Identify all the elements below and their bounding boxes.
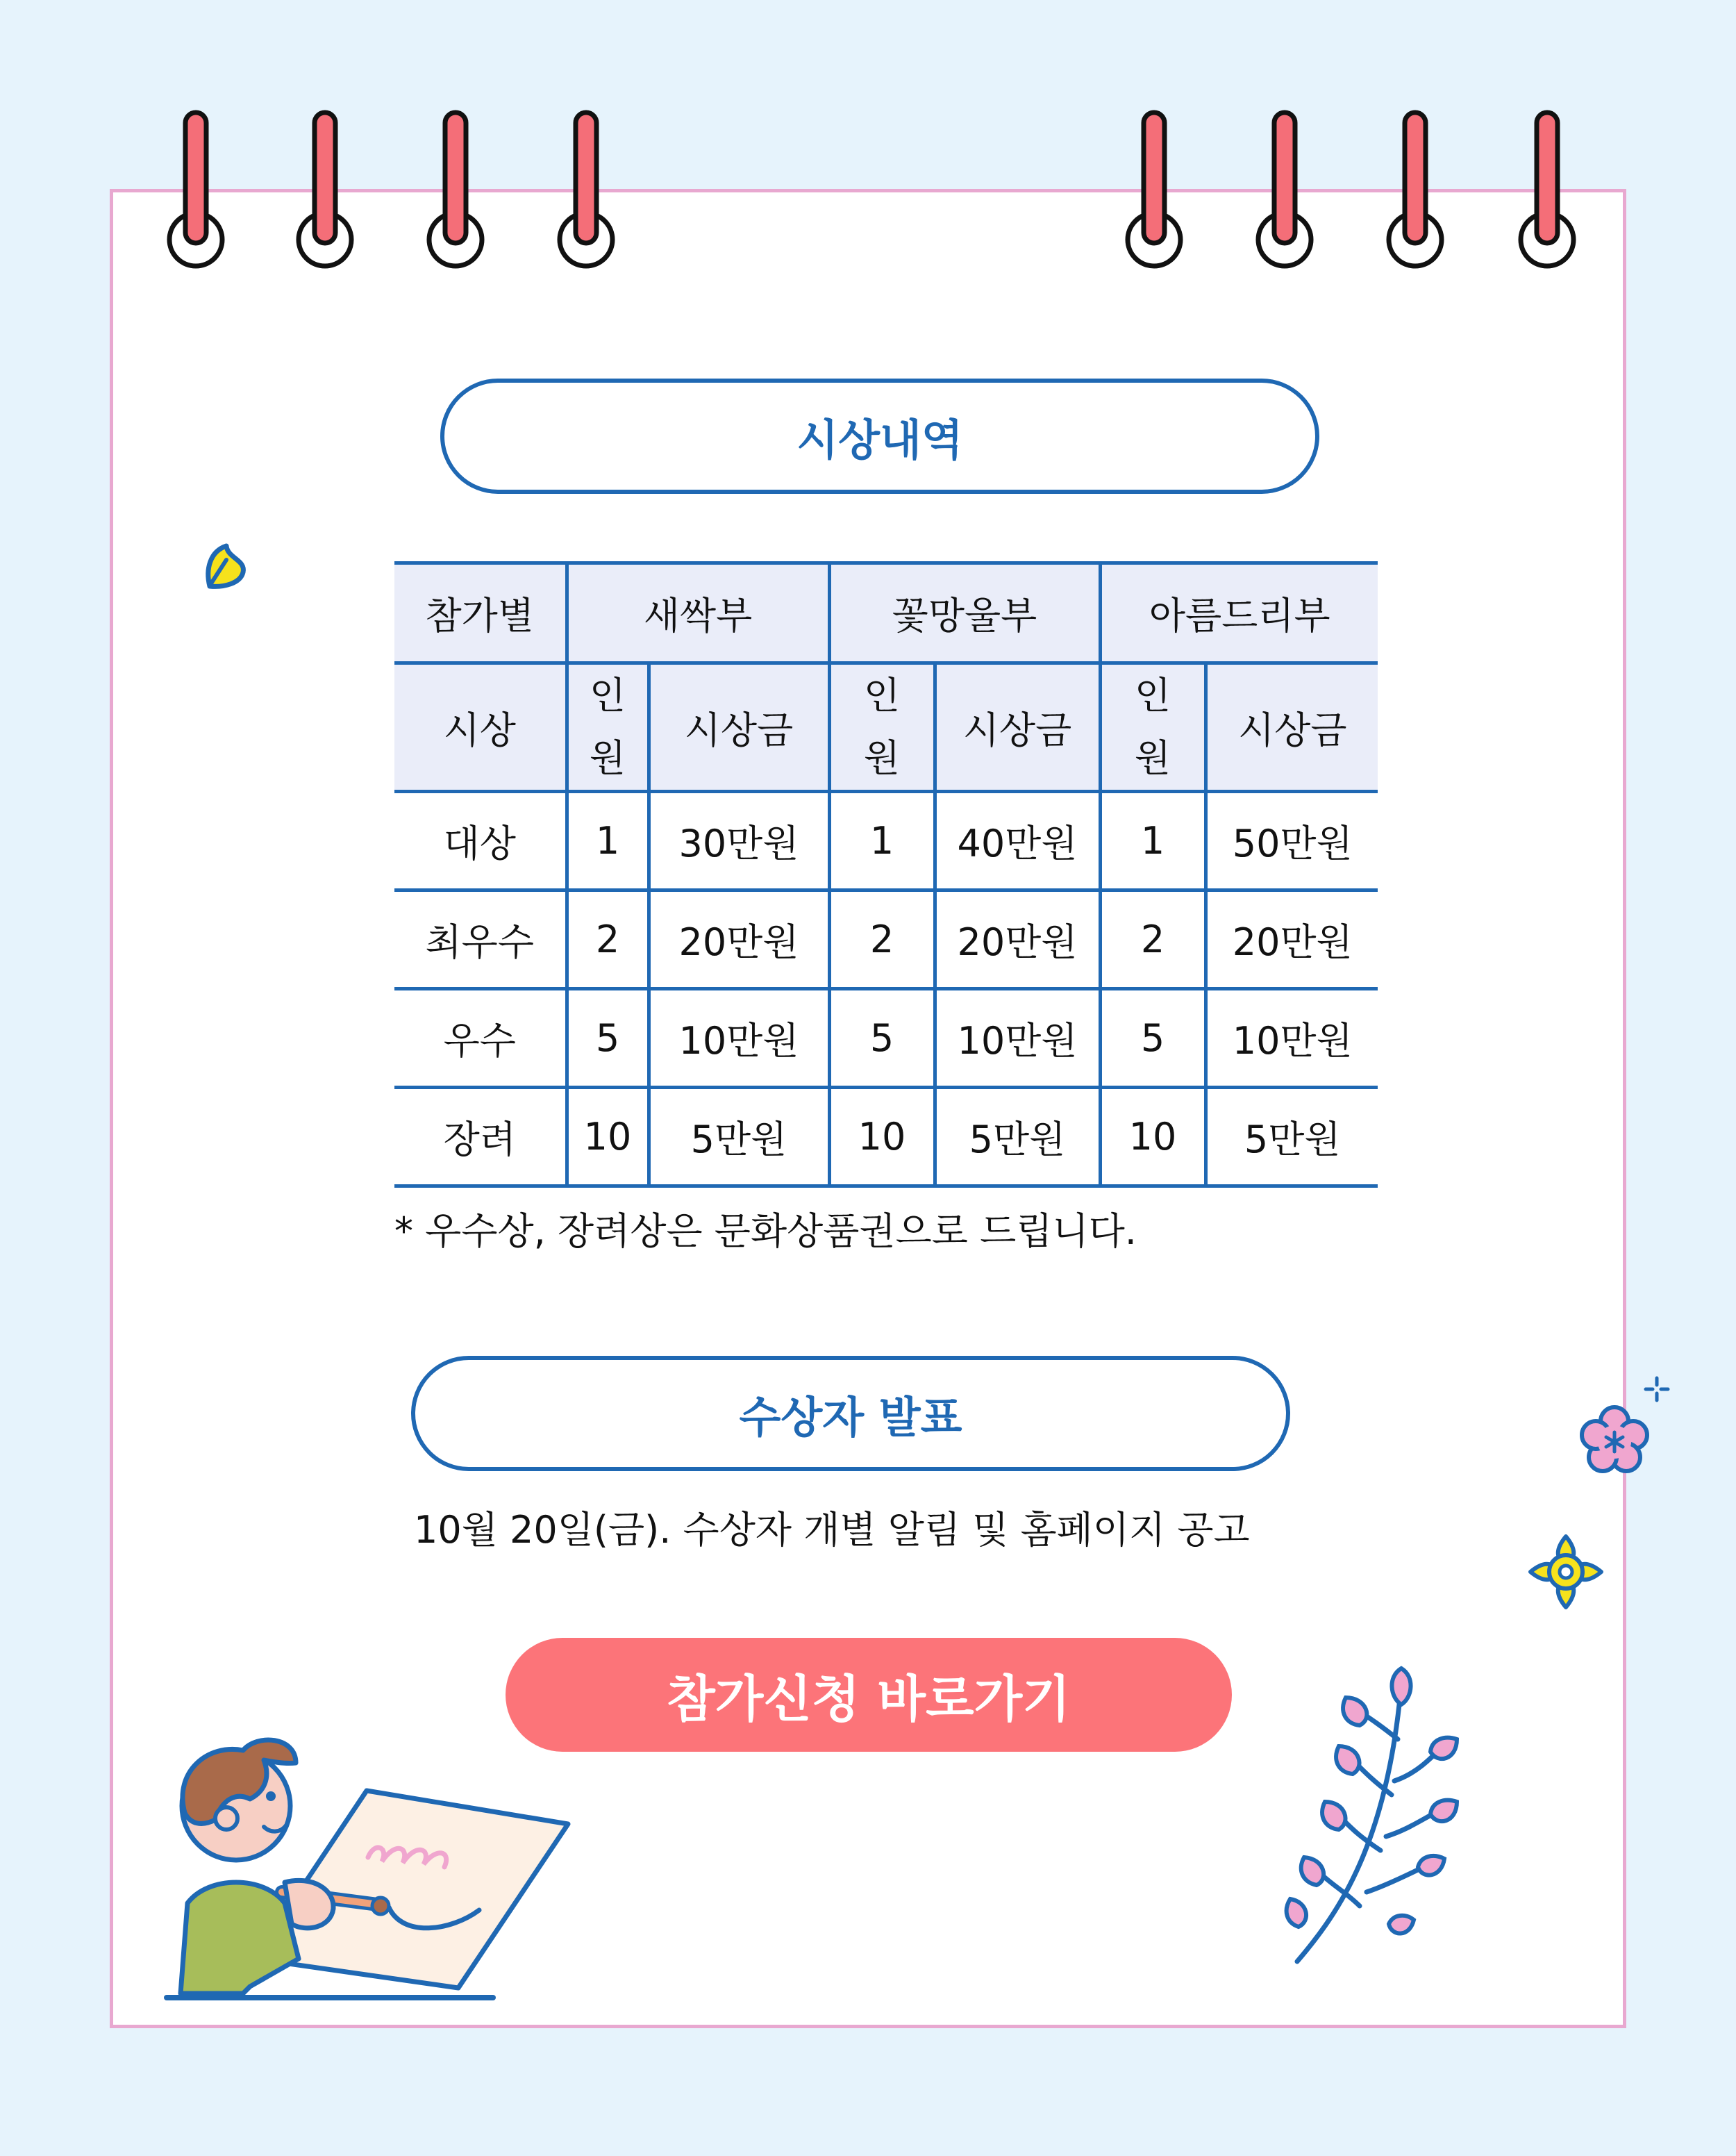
cell: 1 bbox=[567, 792, 649, 890]
cell: 40만원 bbox=[935, 792, 1100, 890]
header-category: 참가별 bbox=[394, 563, 567, 663]
cell: 2 bbox=[1100, 890, 1205, 989]
award-section-title-text: 시상내역 bbox=[796, 414, 963, 465]
table-subheader-row bbox=[394, 663, 1378, 792]
cell: 2 bbox=[829, 890, 935, 989]
cell: 1 bbox=[829, 792, 935, 890]
row-award: 장려 bbox=[394, 1088, 567, 1186]
header-division-1: 새싹부 bbox=[567, 563, 829, 663]
subheader-award: 시상 bbox=[394, 663, 567, 792]
header-division-2: 꽃망울부 bbox=[829, 563, 1100, 663]
flower-icon bbox=[1576, 1402, 1653, 1478]
table-row bbox=[394, 890, 1378, 989]
flower-icon bbox=[1525, 1531, 1607, 1613]
cell: 5 bbox=[567, 989, 649, 1088]
cell: 20만원 bbox=[935, 890, 1100, 989]
cell: 20만원 bbox=[1205, 890, 1378, 989]
subheader-prize: 시상금 bbox=[935, 663, 1100, 792]
cell: 10만원 bbox=[649, 989, 829, 1088]
row-award: 우수 bbox=[394, 989, 567, 1088]
apply-button[interactable]: 참가신청 바로가기 bbox=[506, 1638, 1232, 1752]
award-section-title bbox=[440, 379, 1319, 494]
cell: 5 bbox=[1100, 989, 1205, 1088]
cell: 10 bbox=[1100, 1088, 1205, 1186]
table-row bbox=[394, 1088, 1378, 1186]
row-award: 대상 bbox=[394, 792, 567, 890]
table-header-row bbox=[394, 563, 1378, 663]
cell: 5만원 bbox=[1205, 1088, 1378, 1186]
cell: 20만원 bbox=[649, 890, 829, 989]
cell: 10 bbox=[567, 1088, 649, 1186]
row-award: 최우수 bbox=[394, 890, 567, 989]
table-row bbox=[394, 989, 1378, 1088]
cell: 5 bbox=[829, 989, 935, 1088]
cell: 2 bbox=[567, 890, 649, 989]
prize-note: * 우수상, 장려상은 문화상품권으로 드립니다. bbox=[394, 1209, 1137, 1253]
subheader-count: 인 원 bbox=[829, 663, 935, 792]
cell: 5만원 bbox=[649, 1088, 829, 1186]
cell: 30만원 bbox=[649, 792, 829, 890]
prize-table bbox=[394, 561, 1378, 1188]
cell: 50만원 bbox=[1205, 792, 1378, 890]
header-division-3: 아름드리부 bbox=[1100, 563, 1378, 663]
cell: 10 bbox=[829, 1088, 935, 1186]
winner-section-title-text: 수상자 발표 bbox=[739, 1391, 962, 1443]
table-row bbox=[394, 792, 1378, 890]
subheader-prize: 시상금 bbox=[1205, 663, 1378, 792]
cell: 5만원 bbox=[935, 1088, 1100, 1186]
cell: 10만원 bbox=[1205, 989, 1378, 1088]
cell: 1 bbox=[1100, 792, 1205, 890]
branch-icon bbox=[1283, 1663, 1478, 1968]
subheader-count: 인 원 bbox=[1100, 663, 1205, 792]
sparkle-icon bbox=[1643, 1375, 1671, 1403]
winner-announcement: 10월 20일(금). 수상자 개별 알림 및 홈페이지 공고 bbox=[414, 1508, 1250, 1552]
winner-section-title bbox=[411, 1356, 1290, 1471]
cell: 10만원 bbox=[935, 989, 1100, 1088]
leaf-icon bbox=[203, 542, 249, 592]
child-drawing-illustration bbox=[160, 1730, 576, 2007]
subheader-count: 인 원 bbox=[567, 663, 649, 792]
subheader-prize: 시상금 bbox=[649, 663, 829, 792]
